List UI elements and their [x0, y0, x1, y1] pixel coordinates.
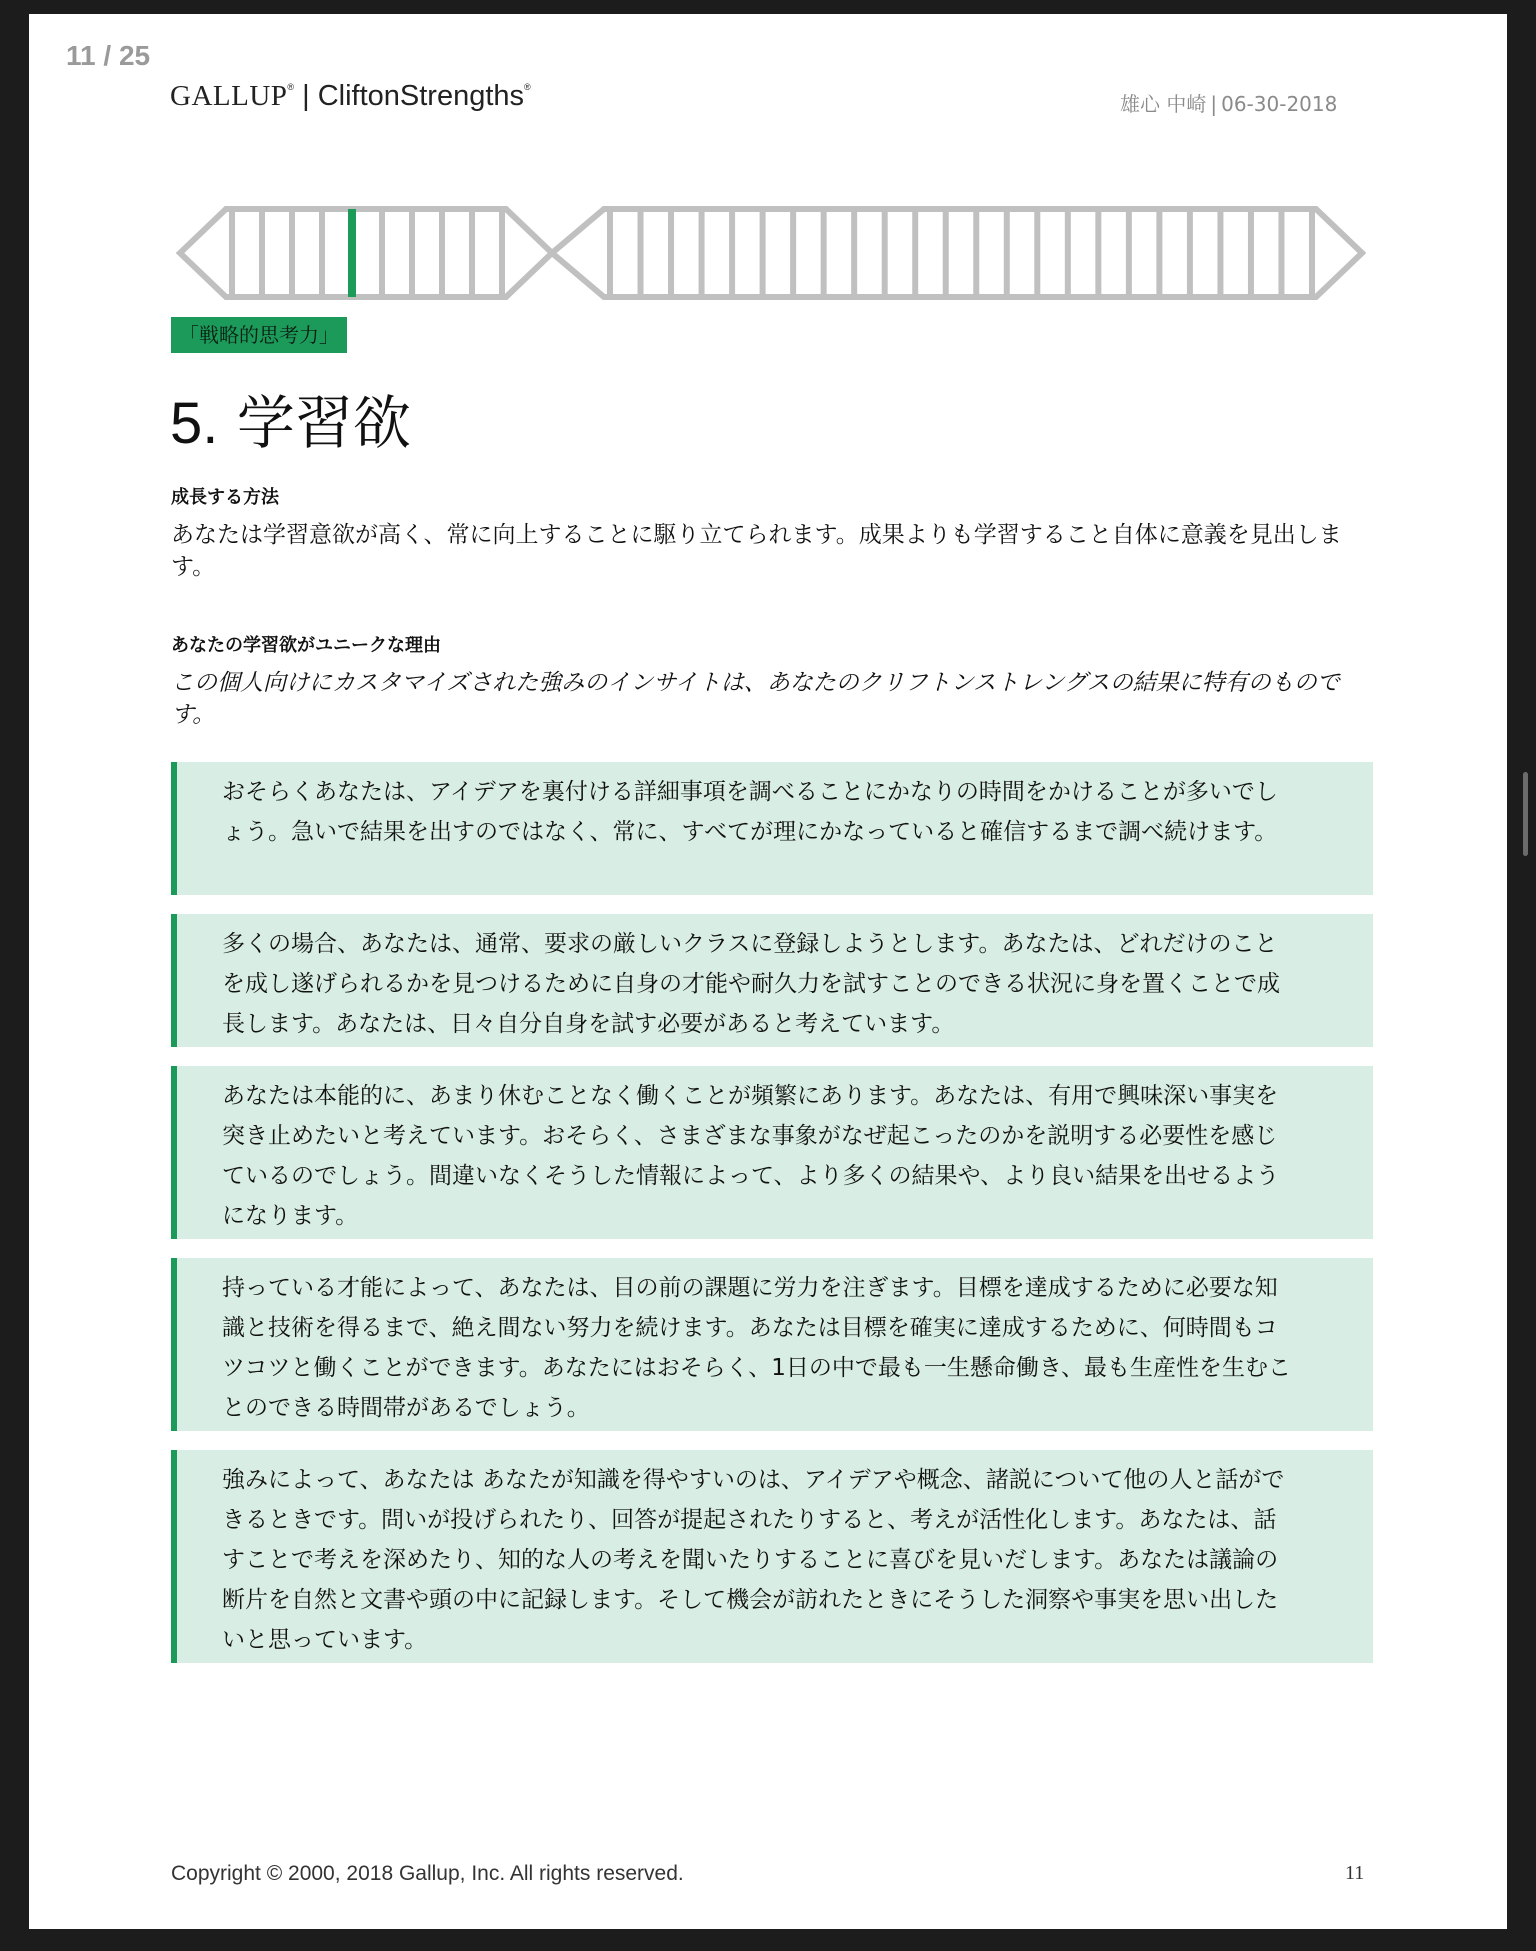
header-separator: | — [1210, 92, 1218, 116]
person-name: 雄心 中崎 — [1120, 92, 1207, 116]
theme-name: 学習欲 — [236, 389, 411, 457]
logo-product: CliftonStrengths — [317, 80, 525, 112]
page-counter: 11 / 25 — [66, 40, 151, 71]
insight-block-3: あなたは本能的に、あまり休むことなく働くことが頻繁にあります。あなたは、有用で興味深い事実を突き止めたいと考えています。おそらく、さまざまな事象がなぜ起こったのかを説明する必要性を感じているのでしょう。間違いなくそうした情報によって、より多くの結果や、より良い結果を出せるようになります。 — [171, 1066, 1373, 1239]
insight-block-4: 持っている才能によって、あなたは、目の前の課題に労力を注ぎます。目標を達成するために必要な知識と技術を得るまで、絶え間ない努力を続けます。あなたは目標を確実に達成するために、何時間もコツコツと働くことができます。あなたにはおそらく、1日の中で最も一生懸命働き、最も生産性を生むことのできる時間帯があるでしょう。 — [171, 1258, 1373, 1431]
unique-body: この個人向けにカスタマイズされた強みのインサイトは、あなたのクリフトンストレングスの結果に特有のものです。 — [171, 670, 1340, 728]
insight-block-2: 多くの場合、あなたは、通常、要求の厳しいクラスに登録しようとします。あなたは、どれだけのことを成し遂げられるかを見つけるために自身の才能や耐久力を試すことのできる状況に身を置くことで成長します。あなたは、日々自分自身を試す必要があると考えています。 — [171, 914, 1373, 1047]
copyright-notice: Copyright © 2000, 2018 Gallup, Inc. All rights reserved. — [171, 1862, 684, 1885]
theme-number: 5. — [170, 391, 219, 456]
report-date: 06-30-2018 — [1221, 92, 1338, 116]
page-title — [170, 376, 411, 460]
insight-block-1: おそらくあなたは、アイデアを裏付ける詳細事項を調べることにかなりの時間をかけることが多いでしょう。急いで結果を出すのではなく、常に、すべてが理にかなっていると確信するまで調べ続けます。 — [171, 762, 1373, 895]
logo-product-reg-mark: ® — [524, 82, 531, 92]
logo-reg-mark: ® — [287, 82, 295, 92]
viewer-scrollbar[interactable] — [1523, 772, 1528, 856]
growth-heading: 成長する方法 — [171, 487, 279, 508]
domain-left-outline — [180, 209, 552, 297]
domain-category-tag: 「戦略的思考力」 — [171, 317, 347, 353]
footer-page-number: 11 — [1345, 1862, 1365, 1884]
insight-block-5: 強みによって、あなたは あなたが知識を得やすいのは、アイデアや概念、諸説について他の人と話ができるときです。問いが投げられたり、回答が提起されたりすると、考えが活性化します。あなたは、話すことで考えを深めたり、知的な人の考えを聞いたりすることに喜びを見いだします。あなたは議論の断片を自然と文書や頭の中に記録します。そして機会が訪れたときにそうした洞察や事実を思い出したいと思っています。 — [171, 1450, 1373, 1663]
unique-heading: あなたの学習欲がユニークな理由 — [171, 635, 441, 656]
gallup-cliftonstrengths-logo — [170, 80, 531, 113]
strengths-domain-graphic — [176, 203, 1366, 303]
logo-separator: | — [302, 80, 310, 112]
growth-body: あなたは学習意欲が高く、常に向上することに駆り立てられます。成果よりも学習すること自体に意義を見出します。 — [171, 522, 1342, 580]
report-owner-info — [1120, 88, 1337, 117]
logo-gallup: GALLUP — [170, 80, 288, 112]
